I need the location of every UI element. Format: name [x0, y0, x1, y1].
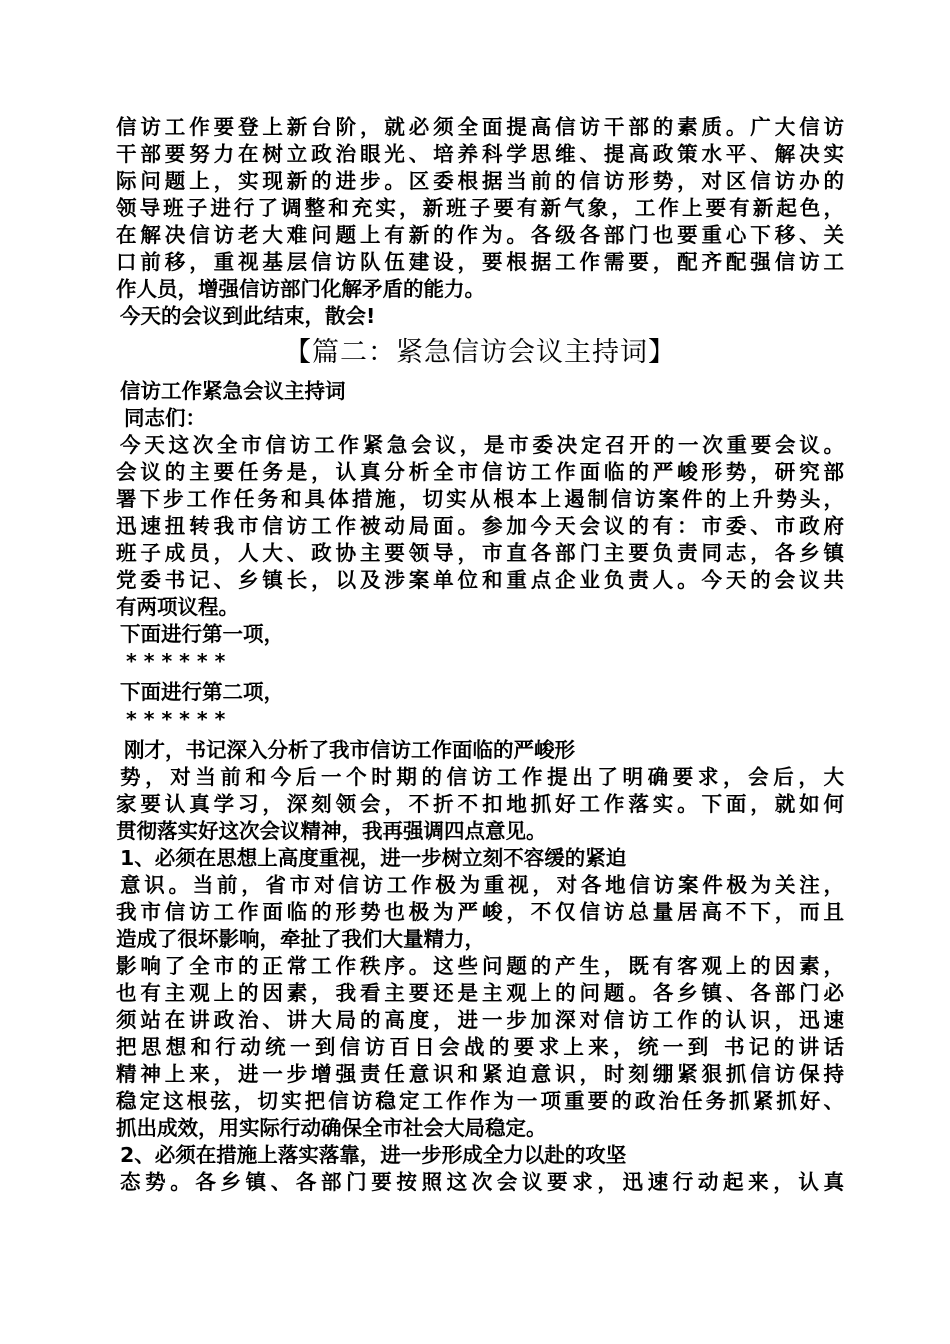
- text-line: 信访工作要登上新台阶，就必须全面提高信访干部的素质。广大信访: [116, 115, 844, 139]
- text-line: 精神上来，进一步增强责任意识和紧迫意识，时刻绷紧狠抓信访保持: [116, 1062, 844, 1086]
- text-line: 1、必须在思想上高度重视，进一步树立刻不容缓的紧迫: [120, 846, 627, 870]
- text-line: 际问题上，实现新的进步。区委根据当前的信访形势，对区信访办的: [116, 169, 844, 193]
- text-line: 在解决信访老大难问题上有新的作为。各级各部门也要重心下移、关: [116, 223, 844, 247]
- text-line: 意识。当前，省市对信访工作极为重视，对各地信访案件极为关注，: [120, 873, 844, 897]
- agenda-item-2: 下面进行第二项，: [120, 680, 284, 704]
- text-line: 今天这次全市信访工作紧急会议，是市委决定召开的一次重要会议。: [120, 433, 844, 457]
- asterisk-separator: ******: [126, 649, 233, 673]
- text-line: 贯彻落实好这次会议精神，我再强调四点意见。: [116, 819, 547, 843]
- text-line: 须站在讲政治、讲大局的高度，进一步加深对信访工作的认识，迅速: [116, 1008, 844, 1032]
- text-line: 党委书记、乡镇长，以及涉案单位和重点企业负责人。今天的会议共: [116, 568, 844, 592]
- text-line: 抓出成效，用实际行动确保全市社会大局稳定。: [116, 1116, 547, 1140]
- text-line: 班子成员，人大、政协主要领导，市直各部门主要负责同志，各乡镇: [116, 541, 844, 565]
- text-line: 迅速扭转我市信访工作被动局面。参加今天会议的有：市委、市政府: [116, 514, 844, 538]
- asterisk-separator: ******: [126, 707, 233, 731]
- text-line: 势，对当前和今后一个时期的信访工作提出了明确要求，会后，大: [120, 765, 844, 789]
- text-line: 家要认真学习，深刻领会，不折不扣地抓好工作落实。下面，就如何: [116, 792, 844, 816]
- paragraph-meeting-intro: [116, 432, 844, 621]
- text-line: 刚才，书记深入分析了我市信访工作面临的严峻形: [124, 738, 575, 762]
- text-line: 有两项议程。: [116, 595, 239, 619]
- text-line: 影响了全市的正常工作秩序。这些问题的产生，既有客观上的因素，: [116, 954, 844, 978]
- text-line: 态势。各乡镇、各部门要按照这次会议要求，迅速行动起来，认真: [120, 1170, 844, 1194]
- closing-remark: 今天的会议到此结束，散会!: [120, 304, 376, 328]
- text-line: 也有主观上的因素，我看主要还是主观上的问题。各乡镇、各部门必: [116, 981, 844, 1005]
- text-line: 稳定这根弦，切实把信访稳定工作作为一项重要的政治任务抓紧抓好、: [116, 1089, 844, 1113]
- text-line: 作人员，增强信访部门化解矛盾的能力。: [116, 277, 485, 301]
- text-line: 把思想和行动统一到信访百日会战的要求上来，统一到 书记的讲话: [116, 1035, 844, 1059]
- text-line: 造成了很坏影响，牵扯了我们大量精力，: [116, 927, 485, 951]
- text-line: 署下步工作任务和具体措施，切实从根本上遏制信访案件的上升势头，: [116, 487, 844, 511]
- paragraph-quality-of-cadres: [116, 114, 844, 303]
- document-title: 信访工作紧急会议主持词: [120, 379, 346, 403]
- text-line: 领导班子进行了调整和充实，新班子要有新气象，工作上要有新起色，: [116, 196, 844, 220]
- agenda-item-1: 下面进行第一项，: [120, 622, 284, 646]
- salutation: 同志们：: [124, 406, 206, 430]
- text-line: 我市信访工作面临的形势也极为严峻，不仅信访总量居高不下，而且: [116, 900, 844, 924]
- paragraph-summary: [116, 737, 844, 845]
- document-body: [116, 114, 844, 1196]
- section-heading: 【篇二：紧急信访会议主持词】: [284, 337, 676, 368]
- text-line: 会议的主要任务是，认真分析全市信访工作面临的严峻形势，研究部: [116, 460, 844, 484]
- text-line: 2、必须在措施上落实落靠，进一步形成全力以赴的攻坚: [120, 1143, 627, 1167]
- point-1-ideology: [116, 845, 844, 1142]
- text-line: 口前移，重视基层信访队伍建设，要根据工作需要，配齐配强信访工: [116, 250, 844, 274]
- text-line: 干部要努力在树立政治眼光、培养科学思维、提高政策水平、解决实: [116, 142, 844, 166]
- point-2-measures: [116, 1142, 844, 1196]
